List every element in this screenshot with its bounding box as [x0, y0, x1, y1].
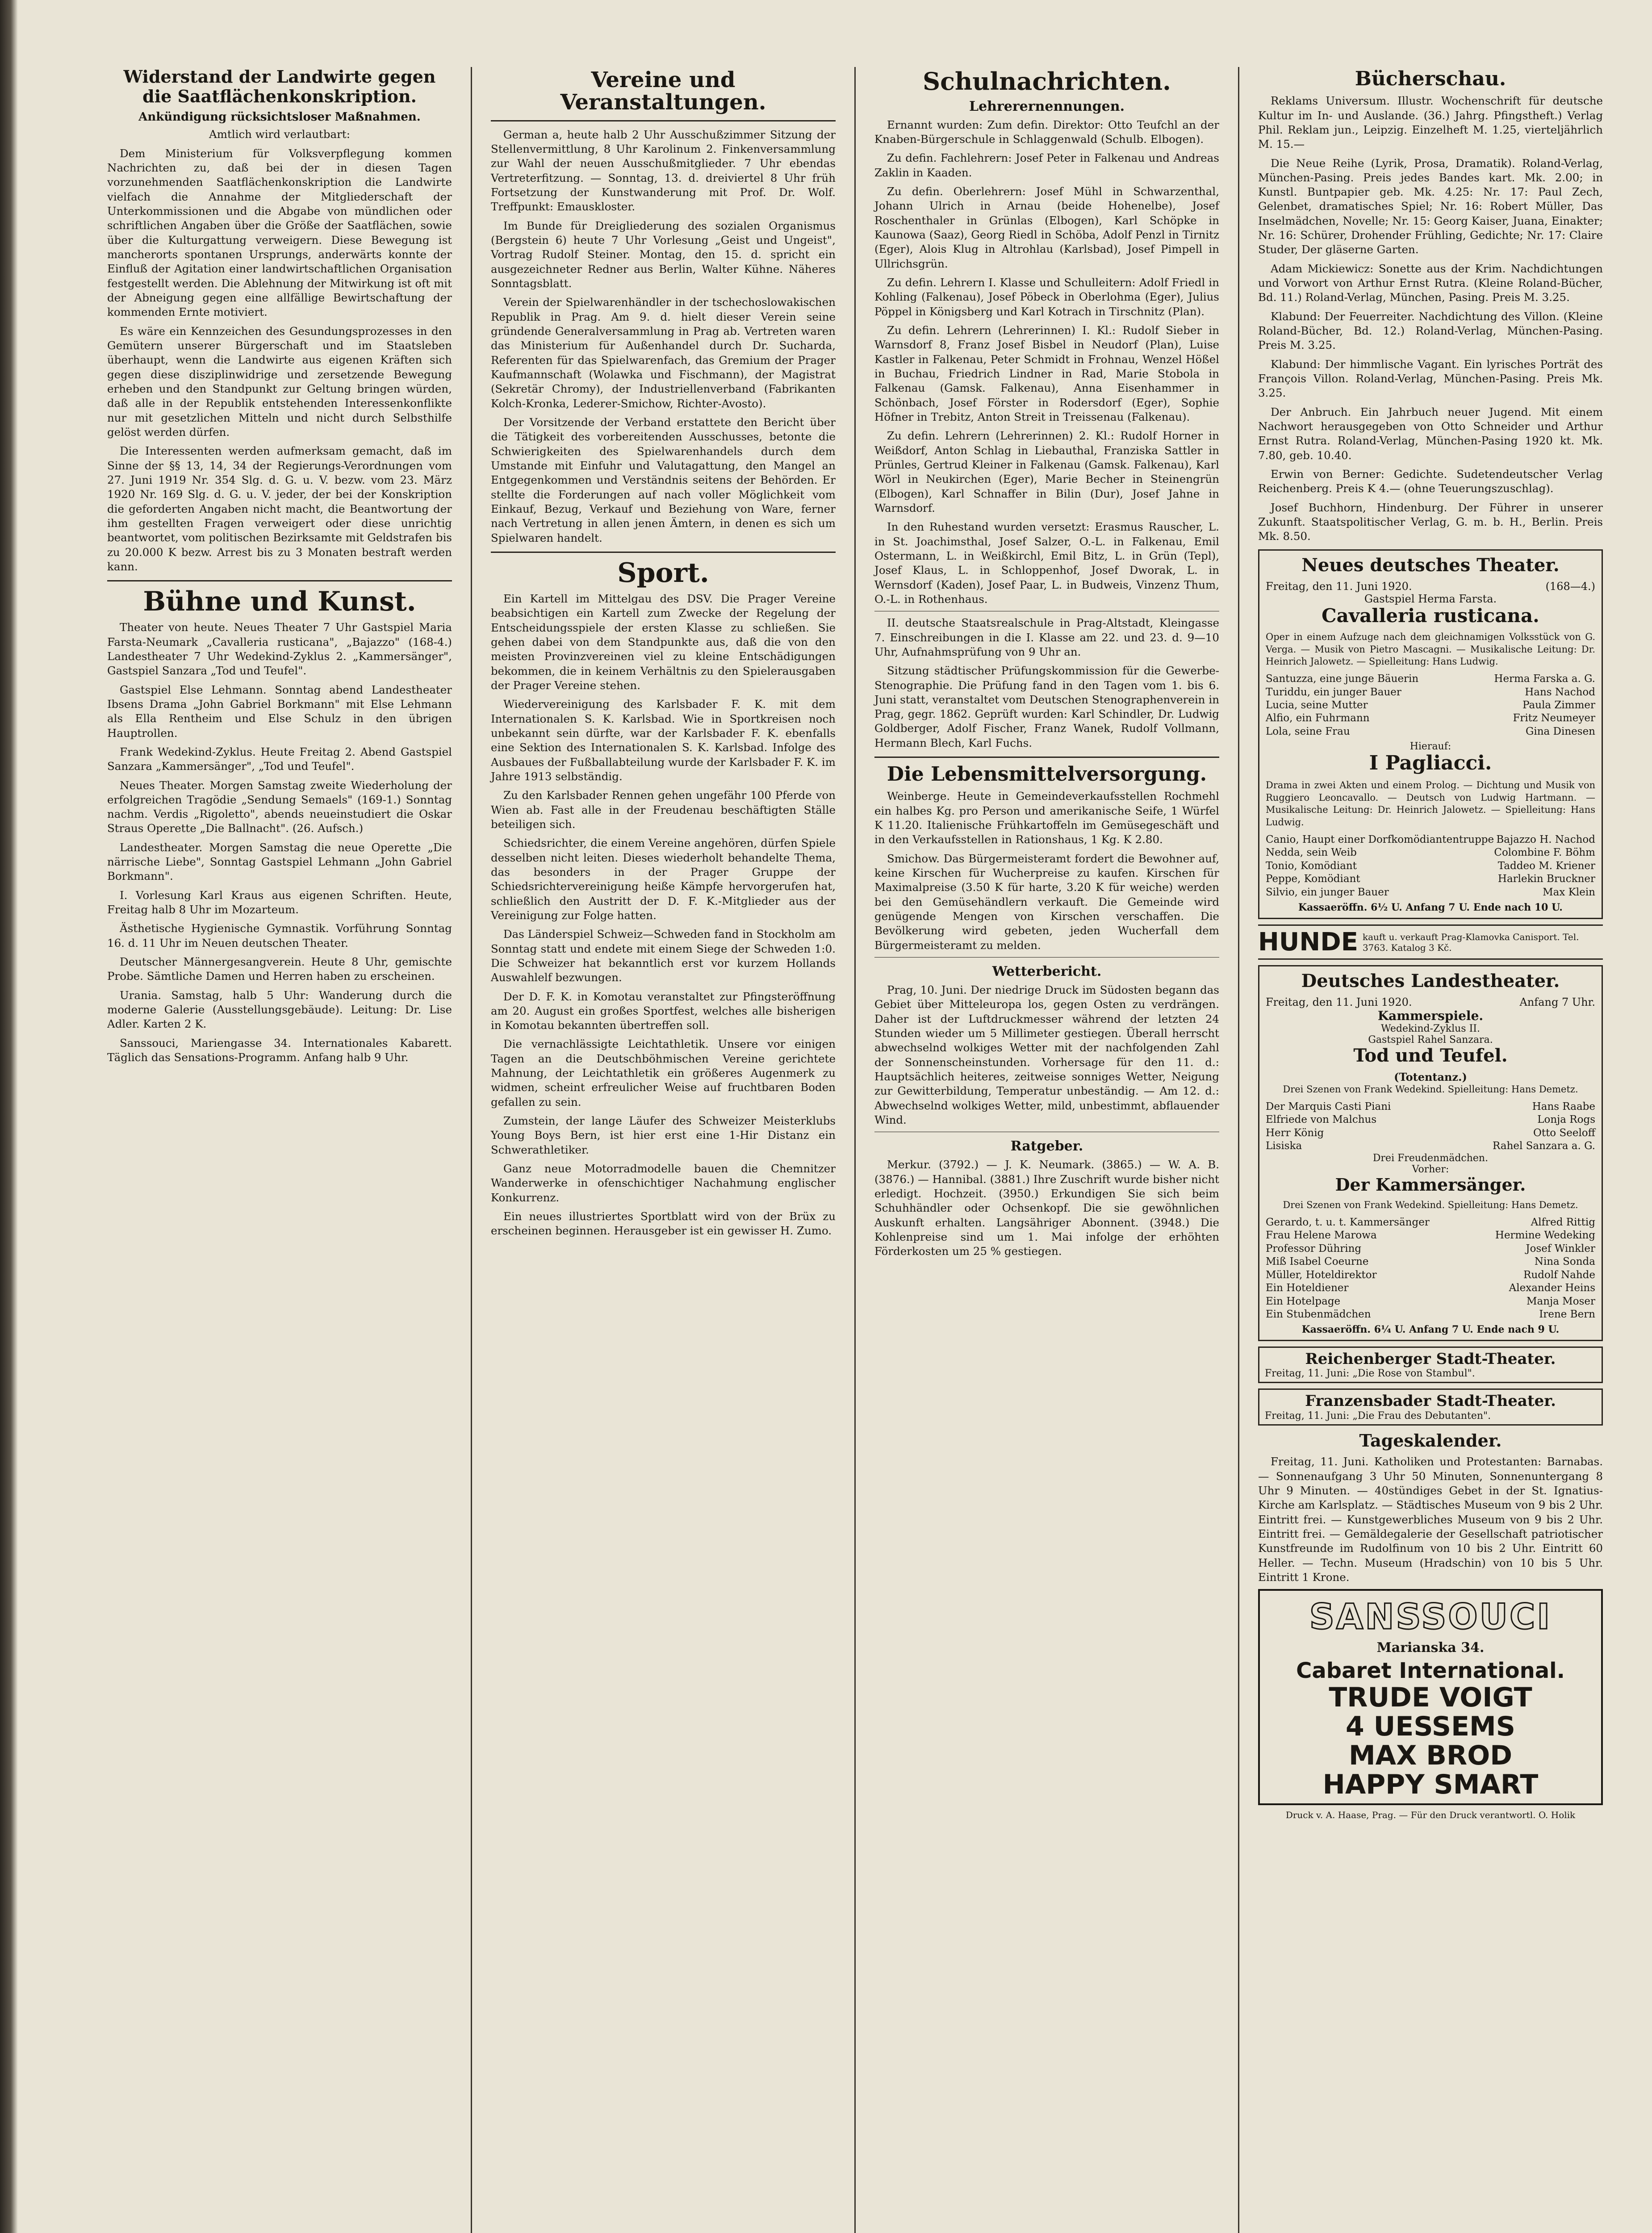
sanssouci-act: MAX BROD — [1348, 1740, 1513, 1771]
sanssouci-logo: SANSSOUCI — [1309, 1597, 1552, 1638]
lt-title: Deutsches Landestheater. — [1301, 970, 1560, 991]
book-entry: Der Anbruch. Ein Jahrbuch neuer Jugend. Mit einem Nachwort herausgegeben von Otto Schneider und Arthur Ernst Rutra. Roland-Verlag, München-Pasing 1920 kt. Mk. 7.80, geb. 10.40. — [1258, 405, 1603, 462]
cast-row — [1266, 1140, 1595, 1153]
sport-paragraph: Wiedervereinigung des Karlsbader F. K. mit dem Internationalen S. K. Karlsbad. Wie in Sportkreisen noch unbekannt sein dürfte, war der Karlsbader F. K. ebenfalls eine Sektion des Internationalen S. K. Karlsbad. Infolge des Ausbaues der Fußballabteilung wurde der Karlsbader F. K. im Jahre 1913 selbständig. — [491, 698, 836, 783]
theater-item: Landestheater. Morgen Samstag die neue Operette „Die närrische Liebe", Sonntag Gastspiel Lehmann „John Gabriel Borkmann". — [107, 841, 452, 883]
theater-item: Theater von heute. Neues Theater 7 Uhr Gastspiel Maria Farsta-Neumark „Cavalleria rusticana", „Bajazzo" (168-4.) Landestheater 7 Uhr Wedekind-Zyklus 2. „Kammersänger", Gastspiel Sanzara „Tod und Teufel". — [107, 621, 452, 677]
sport-paragraph: Der D. F. K. in Komotau veranstaltet zur Pfingsteröffnung am 20. August ein großes Sportfest, welches alle bisherigen in Komotau bekannten übertreffen soll. — [491, 990, 836, 1032]
cast-role: Ein Hotelpage — [1266, 1295, 1341, 1307]
vereine-paragraph: Verein der Spielwarenhändler in der tschechoslowakischen Republik in Prag. Am 9. d. hielt dieser Verein seine gründende Generalversammlung in Prag ab. Vertreten waren das Ministerium für Außenhandel durch Dr. Sucharda, Referenten für das Spielwarenfach, das Gremium der Prager Kaufmannschaft (Wolawka und Fischmann), der Magistrat (Sekretär Chromy), der Industriellenverband (Fabrikanten Kolch-Kronka, Lederer-Smichow, Richter-Avosto). — [491, 296, 836, 410]
divider — [491, 552, 836, 553]
intro-line: Amtlich wird verlautbart: — [209, 128, 350, 141]
theater-item: Sanssouci, Mariengasse 34. Internationales Kabarett. Täglich das Sensations-Programm. Anfang halb 9 Uhr. — [107, 1036, 452, 1064]
cast-actor: Otto Seeloff — [1533, 1127, 1595, 1139]
cast-row — [1266, 1229, 1595, 1242]
sanssouci-cabaret: Cabaret International. — [1296, 1658, 1565, 1684]
lt-play-subtitle: (Totentanz.) — [1394, 1071, 1467, 1083]
divider — [491, 120, 836, 121]
fb-title: Franzensbader Stadt-Theater. — [1305, 1392, 1556, 1410]
cast-row — [1266, 1127, 1595, 1140]
sanssouci-act: TRUDE VOIGT — [1329, 1682, 1532, 1714]
cast-role: Lucia, seine Mutter — [1266, 699, 1368, 711]
divider — [874, 957, 1219, 958]
cast-role: Herr König — [1266, 1127, 1324, 1139]
cast-role: Tonio, Komödiant — [1266, 860, 1357, 872]
reichenberg-ad — [1258, 1346, 1603, 1383]
cast-actor: Paula Zimmer — [1522, 699, 1595, 711]
cast-role: Canio, Haupt einer Dorfkomödiantentruppe — [1266, 833, 1494, 845]
lt-vorher: Vorher: — [1412, 1164, 1449, 1175]
food-paragraph: Weinberge. Heute in Gemeindeverkaufsstellen Rochmehl ein halbes Kg. pro Person und amerikanische Seife, 1 Würfel K 11.20. Italienische Frühkartoffeln im Gemüsegeschäft und in den Verkaufsstellen in Rationshaus, 1 Kg. K 2.80. — [874, 790, 1219, 846]
cast-role: Lola, seine Frau — [1266, 725, 1350, 737]
theater-item: Gastspiel Else Lehmann. Sonntag abend Landestheater Ibsens Drama „John Gabriel Borkmann" mit Else Lehmann als Ella Rentheim und Else Schulz in den übrigen Hauptrollen. — [107, 683, 452, 740]
hunde-ad — [1258, 924, 1603, 960]
article-paragraph: Es wäre ein Kennzeichen des Gesundungsprozesses in den Gemütern unserer Bürgerschaft und im Staatsleben überhaupt, wenn die Landwirte aus eigenen Kräften sich gegen diese disziplinwidrige und zersetzende Bewegung erheben und den Standpunkt zur Geltung bringen würden, daß alle in der Republik entstehenden Interessenkonflikte nur mit gesetzlichen Mitteln und nicht durch Selbsthilfe gelöst werden dürfen. — [107, 324, 452, 439]
theater-item: Urania. Samstag, halb 5 Uhr: Wanderung durch die moderne Galerie (Ausstellungsgebäude). Leitung: Dr. Lise Adler. Karten 2 K. — [107, 988, 452, 1031]
theater-item: Ästhetische Hygienische Gymnastik. Vorführung Sonntag 16. d. 11 Uhr im Neuen deutschen Theater. — [107, 922, 452, 949]
vereine-paragraph: Der Vorsitzende der Verband erstattete den Bericht über die Tätigkeit des vorbereitenden Ausschusses, betonte die Schwierigkeiten des Spielwarenhandels durch dem Umstande mit Einfuhr und Valutagattung, den Mangel an Entgegenkommen und Verständnis seitens der Behörden. Er stellte die Forderungen auf nach voller Möglichkeit vom Einkauf, Bezug, Verkauf und Beziehung von Ware, ferner nach Vertretung in allen jenen Ämtern, in denen es sich um Spielwaren handelt. — [491, 416, 836, 544]
appointment-paragraph: Zu defin. Lehrern (Lehrerinnen) I. Kl.: Rudolf Sieber in Warnsdorf 8, Franz Josef Bisbel in Neudorf (Plan), Luise Kastler in Falkenau, Peter Schmidt in Frohnau, Wenzel Hößel in Buchau, Friedrich Lindner in Rad, Marie Stobola in Falkenau (Gamsk. Falkenau), Anna Eisenhammer in Schönbach, Josef Förster in Rodersdorf (Eger), Sophie Höfner in Trebitz, Anton Streit in Treissenau (Falkenau). — [874, 323, 1219, 423]
cast-row — [1266, 1113, 1595, 1126]
sport-paragraph: Zu den Karlsbader Rennen gehen ungefähr 100 Pferde von Wien ab. Fast alle in der Freudenau beschäftigten Ställe beteiligen sich. — [491, 789, 836, 831]
nt-hierauf: Hierauf: — [1409, 741, 1451, 753]
sport-paragraph: Ein Kartell im Mittelgau des DSV. Die Prager Vereine beabsichtigen ein Kartell zum Zwecke der Regelung der Entscheidungsspiele der ersten Klasse zu schließen. Sie gehen dabei von dem Standpunkte aus, daß die von den meisten Provinzvereinen viel zu kleine Entschädigungen bekommen, die in keinem Verhältnis zu den Spielerausgaben der Prager Vereine stehen. — [491, 592, 836, 692]
advice-paragraph: Merkur. (3792.) — J. K. Neumark. (3865.) — W. A. B. (3876.) — Hannibal. (3881.) Ihre Zuschrift wurde bisher nicht erledigt. Hochzeit. (3950.) Erkundigen Sie sich beim Schuhhändler oder Ochsenkopf. Die sie gewöhnlichen Auskunft erhalten. Langsähriger Abonnent. (3948.) Die Kohlenpreise sind um 1. Mai infolge der erhöhten Förderkosten um 25 % gestiegen. — [874, 1158, 1219, 1258]
lt-play-title: Tod und Teufel. — [1353, 1045, 1508, 1066]
nt-guest: Gastspiel Herma Farsta. — [1364, 592, 1497, 605]
vereine-paragraph: Im Bunde für Dreigliederung des sozialen Organismus (Bergstein 6) heute 7 Uhr Vorlesung „Geist und Ungeist", Vortrag Rudolf Steiner. Montag, den 15. d. spricht ein ausgezeichneter Redner aus Berlin, Walter Kühne. Näheres Sonntagsblatt. — [491, 219, 836, 290]
lt-description: Drei Szenen von Frank Wedekind. Spielleitung: Hans Demetz. — [1283, 1084, 1578, 1095]
lt-kammer: Kammerspiele. — [1377, 1008, 1484, 1023]
weather-paragraph: Prag, 10. Juni. Der niedrige Druck im Südosten begann das Gebiet über Mitteleuropa los, gegen Osten zu verdrängen. Daher ist der Luftdruckmesser während der letzten 24 Stunden wieder um 5 Millimeter gestiegen. Überall herrscht abwechselnd wolkiges Wetter mit der nachfolgenden Zahl der Sonnenscheinstunden. Vorhersage für den 11. d.: Hauptsächlich heiteres, zeitweise sonniges Wetter, Neigung zur Gewitterbildung, Temperatur unbeständig. — Am 12. d.: Abwechselnd wolkiges Wetter, mild, unbestimmt, abflauender Wind. — [874, 983, 1219, 1126]
cast-actor: Alexander Heins — [1509, 1282, 1595, 1294]
cast-actor: Manja Moser — [1526, 1295, 1595, 1307]
cast-role: Turiddu, ein junger Bauer — [1266, 686, 1401, 698]
appointment-paragraph: In den Ruhestand wurden versetzt: Erasmus Rauscher, L. in St. Joachimsthal, Josef Salzer, O.-L. in Falkenau, Emil Ostermann, L. in Weißkirchl, Emil Bitz, L. in Grün (Tepl), Josef Klaus, L. in Schloppenhof, Josef Dworak, L. in Wernsdorf (Kaden), Josef Paar, L. in Budweis, Vinzenz Thum, O.-L. in Rothenhaus. — [874, 520, 1219, 606]
cast-actor: Alfred Rittig — [1531, 1216, 1595, 1228]
article-paragraph: Dem Ministerium für Volksverpflegung kommen Nachrichten zu, daß bei der in diesen Tagen vorzunehmenden Saatflächenkonskription die Landwirte vielfach die Annahme der Mitgliederschaft der Unterkommissionen und die Abgabe von mündlichen oder schriftlichen Angaben über die Größe der Saatflächen, sowie über die Kulturgattung verweigern. Diese Bewegung ist mancherorts spontanen Ursprungs, anderwärts konnte der Einfluß der Agitation einer landwirtschaftlichen Organisation festgestellt werden. Die Ablehnung der Mitwirkung ist oft mit der Abneigung gegen eine allfällige Bewirtschaftung der kommenden Ernte motiviert. — [107, 146, 452, 319]
lt-dateline — [1266, 996, 1595, 1008]
cast-role: Frau Helene Marowa — [1266, 1229, 1377, 1242]
column-1 — [107, 67, 471, 2233]
appointment-paragraph: Zu defin. Fachlehrern: Josef Peter in Falkenau und Andreas Zaklin in Kaaden. — [874, 151, 1219, 179]
cast-row — [1266, 846, 1595, 859]
nt-description: Oper in einem Aufzuge nach dem gleichnamigen Volksstück von G. Verga. — Musik von Pietro Mascagni. — Musikalische Leitung: Dr. Heinrich Jalowetz. — Spielleitung: Hans Ludwig. — [1266, 631, 1595, 667]
vereine-paragraph: German a, heute halb 2 Uhr Ausschußzimmer Sitzung der Stellenvermittlung, 8 Uhr Karolinum 2. Finkenversammlung zur Wahl der neuen Ausschußmitglieder. 7 Uhr ebendas Vertreterfitzung. — Sonntag, 13. d. dreiviertel 8 Uhr früh Fortsetzung der Kunstwanderung mit Prof. Dr. Wolf. Treffpunkt: Emauskloster. — [491, 128, 836, 213]
nt-title: Neues deutsches Theater. — [1301, 554, 1560, 576]
cast-actor: Rahel Sanzara a. G. — [1493, 1140, 1595, 1152]
theater-item: I. Vorlesung Karl Kraus aus eigenen Schriften. Heute, Freitag halb 8 Uhr im Mozarteum. — [107, 888, 452, 916]
cast-row — [1266, 1308, 1595, 1321]
sanssouci-act: 4 UESSEMS — [1346, 1711, 1515, 1742]
cast-role: Müller, Hoteldirektor — [1266, 1269, 1377, 1281]
cast-actor: Lonja Rogs — [1537, 1114, 1595, 1126]
cast-role: Miß Isabel Coeurne — [1266, 1256, 1369, 1268]
rb-show: Freitag, 11. Juni: „Die Rose von Stambul". — [1265, 1368, 1475, 1380]
cast-role: Peppe, Komödiant — [1266, 873, 1360, 885]
article-paragraph: Die Interessenten werden aufmerksam gemacht, daß im Sinne der §§ 13, 14, 34 der Regierungs-Verordnungen vom 27. Juni 1919 Nr. 354 Slg. d. G. u. V. bezw. vom 23. März 1920 Nr. 169 Slg. d. G. u. V. jeder, der bei der Konskription die geforderten Angaben nicht macht, die Beantwortung der ihm gestellten Fragen verweigert oder diese unrichtig beantwortet, vom politischen Bezirksamte mit Geldstrafen bis zu 20.000 K bezw. Arrest bis zu 3 Monaten bestraft werden kann. — [107, 444, 452, 573]
book-entry: Reklams Universum. Illustr. Wochenschrift für deutsche Kultur im In- und Auslande. (36.) Jahrg. Pfingstheft.) Verlag Phil. Reklam jun., Leipzig. Einzelheft M. 1.25, vierteljährlich M. 15.— — [1258, 94, 1603, 151]
headline-schulnachrichten: Schulnachrichten. — [923, 67, 1171, 96]
divider — [874, 757, 1219, 758]
cast-actor: Rudolf Nahde — [1523, 1269, 1595, 1281]
cast-row — [1266, 1255, 1595, 1268]
cast-actor: Taddeo M. Kriener — [1497, 860, 1595, 872]
cast-role: Santuzza, eine junge Bäuerin — [1266, 673, 1419, 685]
landestheater-ad — [1258, 965, 1603, 1341]
sport-paragraph: Schiedsrichter, die einem Vereine angehören, dürfen Spiele desselben nicht leiten. Dieses wiederholt behandelte Thema, das besonders in der Prager Gruppe der Schiedsrichtervereinigung heiße Kämpfe hervorgerufen hat, schließlich den Austritt der D. F. K.-Mitglieder aus der Vereinigung zur Folge hatten. — [491, 836, 836, 922]
cast-role: Der Marquis Casti Piani — [1266, 1100, 1391, 1112]
tageskalender-heading: Tageskalender. — [1359, 1430, 1502, 1451]
rb-title: Reichenberger Stadt-Theater. — [1305, 1350, 1556, 1368]
column-3 — [854, 67, 1238, 2233]
weather-heading: Wetterbericht. — [992, 963, 1102, 979]
cast-actor: Harlekin Bruckner — [1497, 873, 1595, 885]
sanssouci-address: Marianska 34. — [1376, 1640, 1485, 1656]
school-note: Sitzung städtischer Prüfungskommission für die Gewerbe-Stenographie. Die Prüfung fand in den Tagen vom 1. bis 6. Juni statt, veranstaltet vom Deutschen Stenographenverein in Prag, gegr. 1862. Geprüft wurden: Karl Schindler, Dr. Ludwig Goldberger, Adolf Fischer, Franz Wanek, Rudolf Vollmann, Hermann Blech, Karl Fuchs. — [874, 664, 1219, 749]
section-sport: Sport. — [617, 557, 709, 589]
theater-item: Neues Theater. Morgen Samstag zweite Wiederholung der erfolgreichen Tragödie „Sendung Semaels" (169-1.) Sonntag nachm. Verdis „Rigoletto", abends neueinstudiert die Oskar Straus Operette „Die Ballnacht". (26. Aufsch.) — [107, 778, 452, 835]
theater-item: Deutscher Männergesangverein. Heute 8 Uhr, gemischte Probe. Sämtliche Damen und Herren haben zu erscheinen. — [107, 955, 452, 983]
appointment-paragraph: Zu defin. Lehrern (Lehrerinnen) 2. Kl.: Rudolf Horner in Weißdorf, Anton Schlag in Liebauthal, Franziska Sattler in Prünles, Gertrud Kleiner in Falkenau (Gamsk. Falkenau), Karl Wörl in Neukirchen (Eger), Marie Becher in Steinengrün (Elbogen), Karl Schnaffer in Bilin (Dur), Josef Jahne in Warnsdorf. — [874, 429, 1219, 514]
school-note: II. deutsche Staatsrealschule in Prag-Altstadt, Kleingasse 7. Einschreibungen in die I. Klasse am 22. und 23. d. 9—10 Uhr, Aufnahmsprüfung von 9 Uhr an. — [874, 616, 1219, 658]
cast-row — [1266, 725, 1595, 738]
lt-cast-list — [1266, 1100, 1595, 1153]
cast-role: Ein Hoteldiener — [1266, 1282, 1349, 1294]
cast-actor: Herma Farska a. G. — [1494, 673, 1595, 685]
appointment-paragraph: Ernannt wurden: Zum defin. Direktor: Otto Teufchl an der Knaben-Bürgerschule in Schlaggenwald (Schulb. Elbogen). — [874, 118, 1219, 146]
cast-row — [1266, 860, 1595, 873]
cast-role: Professor Dühring — [1266, 1242, 1362, 1254]
cast-row — [1266, 1282, 1595, 1295]
cast-row — [1266, 673, 1595, 686]
sport-paragraph: Zumstein, der lange Läufer des Schweizer Meisterklubs Young Boys Bern, ist hier erst eine 1-Hir Distanz ein Schwerathletiker. — [491, 1114, 836, 1156]
book-entry: Klabund: Der Feuerreiter. Nachdichtung des Villon. (Kleine Roland-Bücher, Bd. 12.) Roland-Verlag, München-Pasing. Preis M. 3.25. — [1258, 309, 1603, 352]
divider — [107, 580, 452, 581]
book-entry: Erwin von Berner: Gedichte. Sudetendeutscher Verlag Reichenberg. Preis K 4.— (ohne Teuerungszuschlag). — [1258, 468, 1603, 495]
theater-item: Frank Wedekind-Zyklus. Heute Freitag 2. Abend Gastspiel Sanzara „Kammersänger", „Tod und Teufel". — [107, 745, 452, 773]
cast-row — [1266, 833, 1595, 846]
cast-actor: Fritz Neumeyer — [1513, 712, 1595, 724]
cast-actor: Irene Bern — [1539, 1308, 1595, 1320]
cast-actor: Bajazzo H. Nachod — [1496, 833, 1595, 845]
lt-date: Freitag, den 11. Juni 1920. — [1266, 996, 1412, 1008]
page-binding-edge — [0, 0, 18, 2233]
nt-cast2-list — [1266, 833, 1595, 899]
nt-cast-list — [1266, 673, 1595, 738]
cast-role: Gerardo, t. u. t. Kammersänger — [1266, 1216, 1430, 1228]
neues-theater-ad — [1258, 549, 1603, 919]
sport-paragraph: Das Länderspiel Schweiz—Schweden fand in Stockholm am Sonntag statt und endete mit einem Siege der Schweden 1:0. Die Schweizer hat bekanntlich erst vor kurzem Hollands Auswahlelf bezwungen. — [491, 928, 836, 984]
lt-times: Kassaeröffn. 6¼ U. Anfang 7 U. Ende nach 9 U. — [1301, 1324, 1560, 1336]
cast-actor: Gina Dinesen — [1525, 725, 1595, 737]
sanssouci-ad — [1258, 1589, 1603, 1805]
hunde-word: HUNDE — [1258, 928, 1358, 957]
lt-guest: Gastspiel Rahel Sanzara. — [1368, 1034, 1493, 1045]
cast-row — [1266, 1269, 1595, 1282]
lt-girls: Drei Freudenmädchen. — [1372, 1153, 1489, 1164]
book-entry: Die Neue Reihe (Lyrik, Prosa, Dramatik). Roland-Verlag, München-Pasing. Preis jedes Bandes kart. Mk. 2.00; in Kunstl. Buntpapier geb. Mk. 4.25: Nr. 17: Paul Zech, Gelenbet, dramatisches Spiel; Nr. 16: Robert Müller, Das Inselmädchen, Novelle; Nr. 15: Georg Kaiser, Juana, Einakter; Nr. 16: Schürer, Drohender Frühling, Gedichte; Nr. 17: Claire Studer, Der gläserne Garten. — [1258, 156, 1603, 256]
sanssouci-act: HAPPY SMART — [1322, 1769, 1539, 1800]
tageskalender-text: Freitag, 11. Juni. Katholiken und Protestanten: Barnabas. — Sonnenaufgang 3 Uhr 50 Minuten, Sonnenuntergang 8 Uhr 9 Minuten. — 40stündiges Gebet in der St. Ignatius-Kirche am Karlsplatz. — Städtisches Museum von 9 bis 2 Uhr. Eintritt frei. — Kunstgewerbliches Museum von 9 bis 2 Uhr. Eintritt frei. — Gemäldegalerie der Gesellschaft patriotischer Kunstfreunde im Rudolfinum von 10 bis 2 Uhr. Eintritt 60 Heller. — Techn. Museum (Hradschin) von 10 bis 5 Uhr. Eintritt 1 Krone. — [1258, 1455, 1603, 1584]
sport-paragraph: Ein neues illustriertes Sportblatt wird von der Brüx zu erscheinen beginnen. Herausgeber ist ein gewisser H. Zumo. — [491, 1210, 836, 1238]
lt-cast2-list — [1266, 1216, 1595, 1321]
cast-actor: Max Klein — [1543, 886, 1595, 898]
appointment-paragraph: Zu defin. Lehrern I. Klasse und Schulleitern: Adolf Friedl in Kohling (Falkenau), Josef Pöbeck in Oberlohma (Eger), Julius Pöppel in Königsberg und Karl Kotrach in Tirschnitz (Plan). — [874, 276, 1219, 318]
subhead-landwirte: Ankündigung rücksichtsloser Maßnahmen. — [138, 110, 421, 124]
subhead-lehrerernennungen: Lehrerernennungen. — [969, 98, 1125, 114]
section-buehne-und-kunst: Bühne und Kunst. — [143, 586, 416, 618]
appointment-paragraph: Zu defin. Oberlehrern: Josef Mühl in Schwarzenthal, Johann Ulrich in Arnau (beide Hohenelbe), Josef Roschenthaler in Grünlas (Elbogen), Karl Schöpke in Kaunowa (Saaz), Georg Riedl in Schöba, Adolf Penzl in Tirnitz (Eger), Alois Klug in Altrohlau (Karlsbad), Josef Pimpell in Ullrichsgrün. — [874, 185, 1219, 270]
cast-actor: Colombine F. Böhm — [1494, 847, 1595, 859]
nt-number: (168—4.) — [1545, 580, 1595, 593]
cast-row — [1266, 873, 1595, 886]
sport-paragraph: Die vernachlässigte Leichtathletik. Unsere vor einigen Tagen an die Deutschböhmischen Vereine gerichtete Mahnung, der Leichtathletik ein größeres Augenmerk zu widmen, scheint erfreulicher Weise auf fruchtbaren Boden gefallen zu sein. — [491, 1037, 836, 1108]
cast-actor: Hermine Wedeking — [1495, 1229, 1595, 1242]
advice-heading: Ratgeber. — [1010, 1138, 1083, 1154]
nt-date: Freitag, den 11. Juni 1920. — [1266, 580, 1412, 593]
cast-role: Lisiska — [1266, 1140, 1302, 1152]
cast-row — [1266, 1295, 1595, 1308]
headline-vereine: Vereine und Veranstaltungen. — [560, 67, 766, 115]
book-entry: Josef Buchhorn, Hindenburg. Der Führer in unserer Zukunft. Staatspolitischer Verlag, G. m. b. H., Berlin. Preis Mk. 8.50. — [1258, 501, 1603, 543]
cast-row — [1266, 699, 1595, 712]
cast-role: Ein Stubenmädchen — [1266, 1308, 1371, 1320]
headline-landwirte: Widerstand der Landwirte gegen die Saatflächenkonskription. — [123, 67, 436, 106]
section-lebensmittelversorgung: Die Lebensmittelversorgung. — [887, 763, 1207, 786]
headline-buecherschau: Bücherschau. — [1355, 67, 1506, 90]
cast-row — [1266, 1242, 1595, 1255]
cast-role: Silvio, ein junger Bauer — [1266, 886, 1389, 898]
food-paragraph: Smichow. Das Bürgermeisteramt fordert die Bewohner auf, keine Kirschen für Wucherpreise zu kaufen. Kirschen für Maximalpreise (3.50 K für harte, 3.20 K für weiche) werden bei den Gemüsehändlern verkauft. Die Gemeinde wird genügende Mengen von Kirschen verschaffen. Die Bevölkerung wird gebeten, jeden Wucherfall dem Bürgermeisteramt zu melden. — [874, 852, 1219, 952]
nt-opera-title: Cavalleria rusticana. — [1322, 604, 1539, 627]
cast-actor: Hans Nachod — [1525, 686, 1595, 698]
nt-dateline — [1266, 580, 1595, 593]
cast-row — [1266, 686, 1595, 699]
lt-play2-title: Der Kammersänger. — [1335, 1175, 1526, 1195]
cast-role: Elfriede von Malchus — [1266, 1114, 1377, 1126]
column-container — [107, 67, 1603, 2233]
cast-row — [1266, 886, 1595, 899]
cast-actor: Hans Raabe — [1532, 1100, 1595, 1112]
hunde-text: kauft u. verkauft Prag-Klamovka Canisport. Tel. 3763. Katalog 3 Kč. — [1362, 931, 1579, 953]
cast-actor: Josef Winkler — [1526, 1242, 1595, 1254]
book-entry: Klabund: Der himmlische Vagant. Ein lyrisches Porträt des François Villon. Roland-Verlag, München-Pasing. Preis Mk. 3.25. — [1258, 357, 1603, 400]
cast-row — [1266, 1100, 1595, 1113]
cast-row — [1266, 712, 1595, 725]
imprint: Druck v. A. Haase, Prag. — Für den Druck verantwortl. O. Holik — [1285, 1810, 1576, 1821]
lt-description2: Drei Szenen von Frank Wedekind. Spielleitung: Hans Demetz. — [1283, 1200, 1578, 1211]
cast-actor: Nina Sonda — [1534, 1256, 1595, 1268]
cast-row — [1266, 1216, 1595, 1229]
column-4 — [1238, 67, 1603, 2233]
lt-zyklus: Wedekind-Zyklus II. — [1381, 1023, 1480, 1034]
cast-role: Alfio, ein Fuhrmann — [1266, 712, 1370, 724]
nt-opera2-title: I Pagliacci. — [1369, 752, 1492, 775]
column-2 — [471, 67, 854, 2233]
franzensbad-ad — [1258, 1388, 1603, 1425]
lt-start: Anfang 7 Uhr. — [1519, 996, 1595, 1008]
sport-paragraph: Ganz neue Motorradmodelle bauen die Chemnitzer Wanderwerke in ofenschichtiger Nachahmung englischer Konkurrenz. — [491, 1162, 836, 1204]
nt-description2: Drama in zwei Akten und einem Prolog. — Dichtung und Musik von Ruggiero Leoncavallo. — Deutsch von Ludwig Hartmann. — Musikalische Leitung: Dr. Heinrich Jalowetz. — Spielleitung: Hans Ludwig. — [1266, 779, 1595, 828]
cast-role: Nedda, sein Weib — [1266, 847, 1357, 859]
nt-times: Kassaeröffn. 6½ U. Anfang 7 U. Ende nach 10 U. — [1298, 902, 1563, 913]
book-entry: Adam Mickiewicz: Sonette aus der Krim. Nachdichtungen und Vorwort von Arthur Ernst Rutra. (Kleine Roland-Bücher, Bd. 11.) Roland-Verlag, München, Pasing. Preis M. 3.25. — [1258, 262, 1603, 304]
fb-show: Freitag, 11. Juni: „Die Frau des Debutanten". — [1265, 1410, 1491, 1422]
